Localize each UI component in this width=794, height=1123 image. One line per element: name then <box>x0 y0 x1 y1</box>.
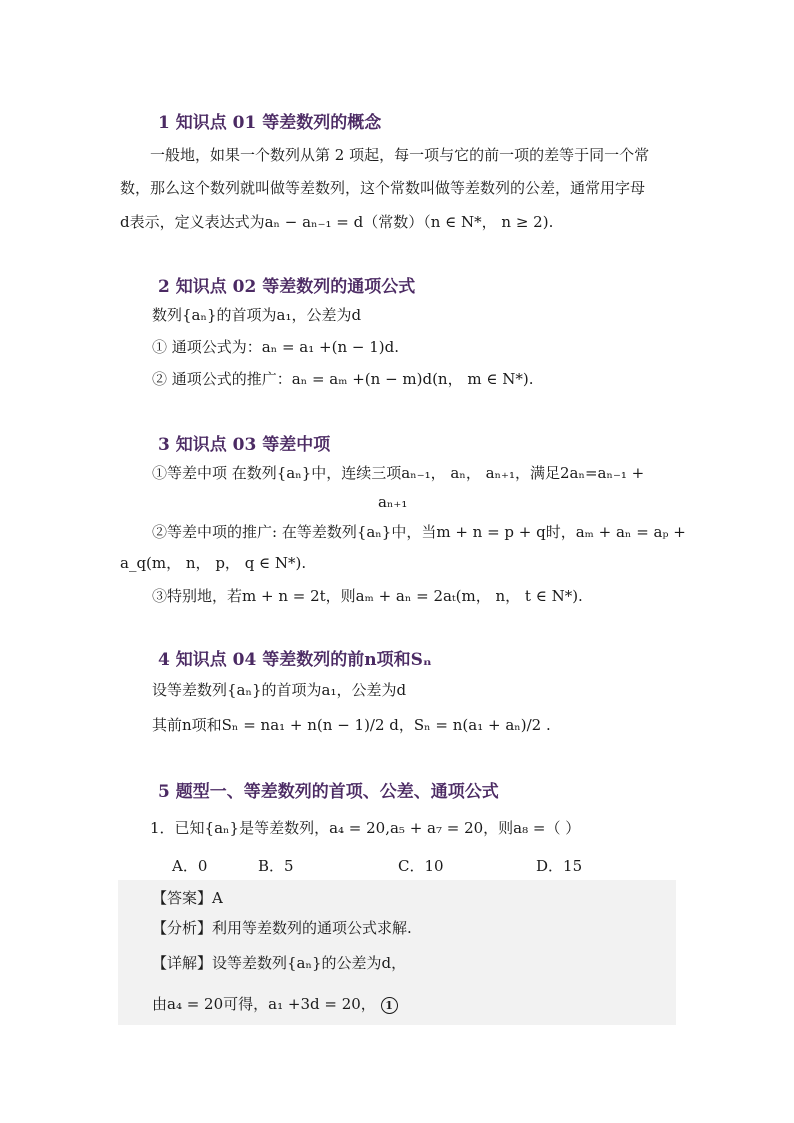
option-a: A．0 <box>172 857 208 875</box>
step-text: 由a₄ = 20可得，a₁ +3d = 20， <box>152 995 376 1013</box>
section-1-line-1: 一般地，如果一个数列从第 2 项起，每一项与它的前一项的差等于同一个常 <box>150 146 650 164</box>
section-3-line-1: ①等差中项 在数列{aₙ}中，连续三项aₙ₋₁， aₙ， aₙ₊₁，满足2aₙ=aₙ₋₁ + <box>152 464 645 482</box>
section-3-line-4: a_q(m， n， p， q ∈ N*). <box>120 554 307 572</box>
analysis-line: 【分析】利用等差数列的通项公式求解. <box>152 919 412 937</box>
question-1-stem: 1．已知{aₙ}是等差数列，a₄ = 20,a₅ + a₇ = 20，则a₈ =（ ） <box>150 819 581 837</box>
option-c: C．10 <box>398 857 444 875</box>
step-line <box>152 994 398 1014</box>
section-1-line-2: 数，那么这个数列就叫做等差数列，这个常数叫做等差数列的公差，通常用字母 <box>120 179 646 197</box>
option-d: D．15 <box>536 857 583 875</box>
section-heading-2: 2 知识点 02 等差数列的通项公式 <box>158 277 416 297</box>
section-4-line-1: 设等差数列{aₙ}的首项为a₁，公差为d <box>152 681 407 699</box>
section-3-line-3: ②等差中项的推广: 在等差数列{aₙ}中，当m + n = p + q时，aₘ + aₙ = aₚ + <box>152 523 686 541</box>
section-3-line-2: aₙ₊₁ <box>378 493 408 511</box>
section-heading-1: 1 知识点 01 等差数列的概念 <box>158 113 382 133</box>
section-2-line-1: 数列{aₙ}的首项为a₁，公差为d <box>152 306 362 324</box>
section-2-line-3: ② 通项公式的推广：aₙ = aₘ +(n − m)d(n， m ∈ N*). <box>152 370 534 388</box>
section-3-line-5: ③特别地，若m + n = 2t，则aₘ + aₙ = 2aₜ(m， n， t ∈ N*). <box>152 587 583 605</box>
section-1-line-3: d表示，定义表达式为aₙ − aₙ₋₁ = d（常数）（n ∈ N*， n ≥ 2). <box>120 213 554 231</box>
circled-number-marker: 1 <box>381 997 398 1014</box>
option-b: B．5 <box>258 857 294 875</box>
section-heading-3: 3 知识点 03 等差中项 <box>158 435 331 455</box>
section-heading-4: 4 知识点 04 等差数列的前n项和Sₙ <box>158 650 432 670</box>
section-2-line-2: ① 通项公式为：aₙ = a₁ +(n − 1)d. <box>152 338 399 356</box>
section-heading-5: 5 题型一、等差数列的首项、公差、通项公式 <box>158 782 499 802</box>
answer-box <box>118 880 676 1025</box>
detail-line: 【详解】设等差数列{aₙ}的公差为d， <box>152 954 407 972</box>
section-4-line-2: 其前n项和Sₙ = na₁ + n(n − 1)/2 d，Sₙ = n(a₁ + aₙ)/2 . <box>152 716 551 734</box>
answer-line: 【答案】A <box>152 889 223 907</box>
